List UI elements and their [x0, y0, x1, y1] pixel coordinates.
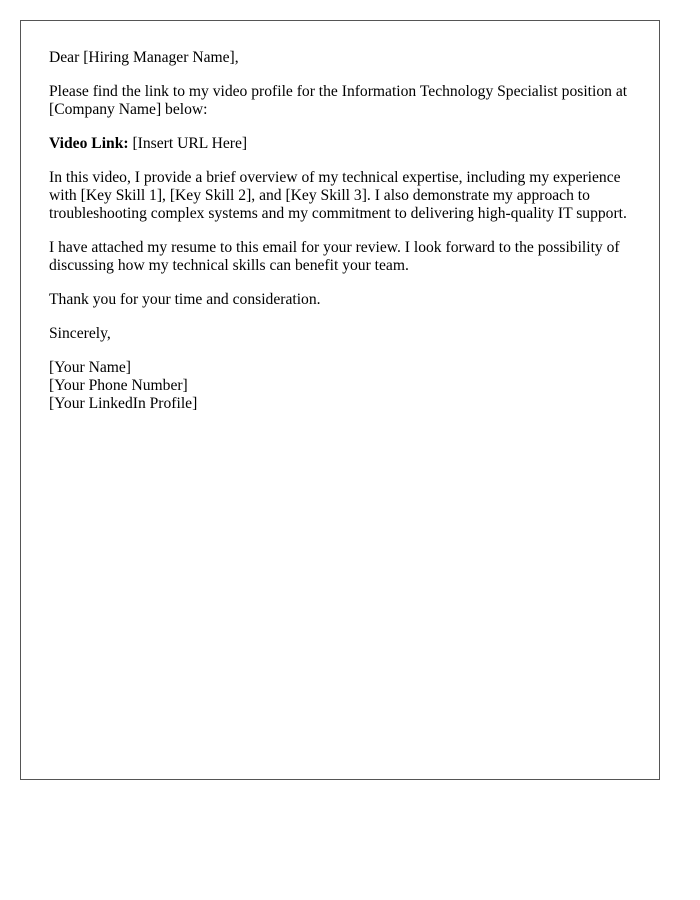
signature-linkedin: [Your LinkedIn Profile] — [49, 395, 198, 412]
signature-name: [Your Name] — [49, 359, 132, 376]
body-paragraph-1: In this video, I provide a brief overview of my technical expertise, including my experience with [Key Skill 1], [Key Skill 2], and [Key Skill 3]. I also demonstrate my approach to troubleshooting complex systems and my commitment to delivering high-quality IT support. — [49, 169, 627, 222]
signature-phone: [Your Phone Number] — [49, 377, 188, 394]
thanks-paragraph: Thank you for your time and consideration. — [49, 291, 321, 308]
greeting: Dear [Hiring Manager Name], — [49, 49, 239, 66]
intro-paragraph: Please find the link to my video profile for the Information Technology Specialist position at [Company Name] below: — [49, 83, 628, 118]
signature-block — [49, 359, 631, 413]
body-paragraph-2: I have attached my resume to this email for your review. I look forward to the possibility of discussing how my technical skills can benefit your team. — [49, 239, 620, 274]
video-link-line — [49, 135, 631, 153]
video-link-value: [Insert URL Here] — [132, 135, 248, 152]
video-link-label: Video Link: — [49, 135, 129, 152]
closing: Sincerely, — [49, 325, 111, 342]
letter-container — [20, 20, 660, 780]
